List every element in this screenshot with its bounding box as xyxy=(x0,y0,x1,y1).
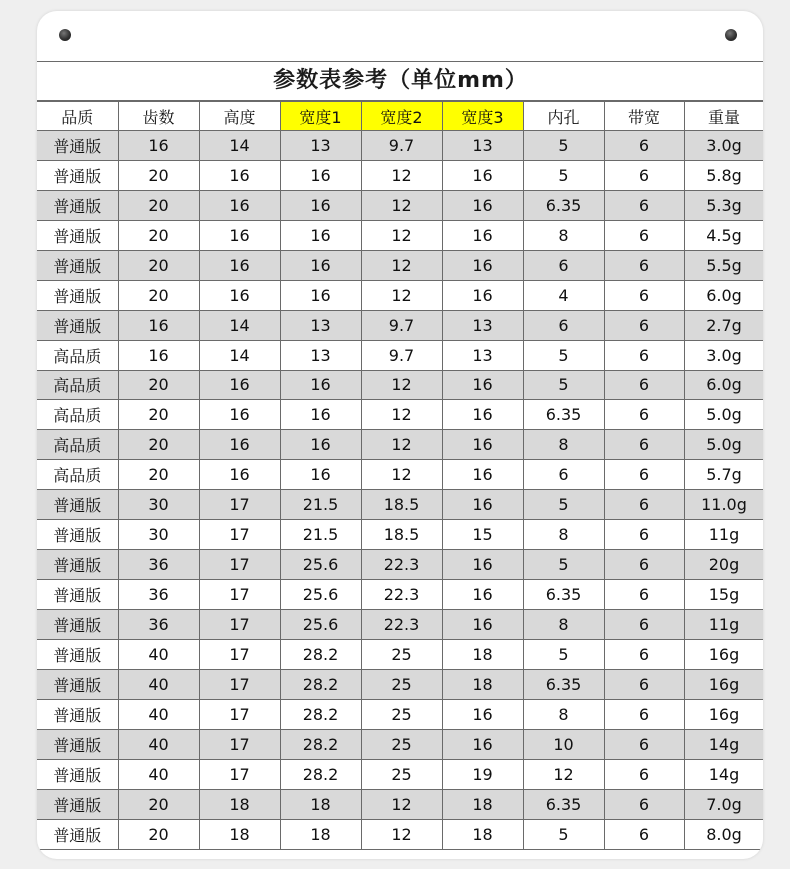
spec-table xyxy=(37,101,763,850)
cell-quality: 普通版 xyxy=(37,639,118,669)
cell-teeth: 20 xyxy=(118,430,199,460)
cell-height: 18 xyxy=(199,819,280,849)
cell-width-1: 25.6 xyxy=(280,610,361,640)
cell-bore: 6.35 xyxy=(523,190,604,220)
cell-quality: 普通版 xyxy=(37,699,118,729)
cell-height: 14 xyxy=(199,340,280,370)
cell-width-1: 18 xyxy=(280,819,361,849)
cell-height: 17 xyxy=(199,610,280,640)
cell-width-1: 13 xyxy=(280,131,361,161)
cell-belt-width: 6 xyxy=(604,550,684,580)
header-width-3: 宽度3 xyxy=(442,102,523,131)
header-height: 高度 xyxy=(199,102,280,131)
header-bore: 内孔 xyxy=(523,102,604,131)
table-row xyxy=(37,669,763,699)
cell-bore: 5 xyxy=(523,131,604,161)
header-width-1: 宽度1 xyxy=(280,102,361,131)
table-row xyxy=(37,160,763,190)
cell-bore: 10 xyxy=(523,729,604,759)
cell-width-1: 21.5 xyxy=(280,490,361,520)
cell-quality: 普通版 xyxy=(37,580,118,610)
cell-weight: 16g xyxy=(684,639,763,669)
cell-width-2: 25 xyxy=(361,669,442,699)
cell-weight: 5.7g xyxy=(684,460,763,490)
table-body xyxy=(37,131,763,850)
cell-height: 17 xyxy=(199,759,280,789)
cell-bore: 8 xyxy=(523,430,604,460)
cell-width-2: 18.5 xyxy=(361,520,442,550)
table-row xyxy=(37,131,763,161)
cell-teeth: 40 xyxy=(118,759,199,789)
header-width-2: 宽度2 xyxy=(361,102,442,131)
table-row xyxy=(37,789,763,819)
cell-bore: 6.35 xyxy=(523,789,604,819)
cell-bore: 6 xyxy=(523,310,604,340)
cell-width-2: 12 xyxy=(361,789,442,819)
cell-weight: 20g xyxy=(684,550,763,580)
table-row xyxy=(37,310,763,340)
cell-width-3: 15 xyxy=(442,520,523,550)
cell-width-3: 16 xyxy=(442,550,523,580)
cell-weight: 4.5g xyxy=(684,220,763,250)
cell-width-2: 12 xyxy=(361,160,442,190)
cell-bore: 8 xyxy=(523,610,604,640)
cell-width-2: 25 xyxy=(361,699,442,729)
cell-width-2: 22.3 xyxy=(361,610,442,640)
cell-teeth: 20 xyxy=(118,789,199,819)
cell-quality: 普通版 xyxy=(37,310,118,340)
cell-teeth: 16 xyxy=(118,310,199,340)
cell-width-1: 28.2 xyxy=(280,669,361,699)
cell-teeth: 16 xyxy=(118,340,199,370)
cell-quality: 普通版 xyxy=(37,520,118,550)
cell-weight: 5.5g xyxy=(684,250,763,280)
header-teeth: 齿数 xyxy=(118,102,199,131)
cell-width-3: 16 xyxy=(442,610,523,640)
cell-width-1: 16 xyxy=(280,160,361,190)
cell-belt-width: 6 xyxy=(604,759,684,789)
cell-width-1: 25.6 xyxy=(280,580,361,610)
cell-bore: 6.35 xyxy=(523,669,604,699)
table-row xyxy=(37,490,763,520)
cell-width-2: 25 xyxy=(361,639,442,669)
cell-quality: 普通版 xyxy=(37,610,118,640)
cell-height: 16 xyxy=(199,280,280,310)
table-row xyxy=(37,280,763,310)
cell-belt-width: 6 xyxy=(604,220,684,250)
cell-weight: 8.0g xyxy=(684,819,763,849)
cell-belt-width: 6 xyxy=(604,580,684,610)
cell-weight: 11.0g xyxy=(684,490,763,520)
cell-quality: 普通版 xyxy=(37,490,118,520)
cell-bore: 4 xyxy=(523,280,604,310)
cell-height: 16 xyxy=(199,370,280,400)
cell-width-1: 16 xyxy=(280,250,361,280)
cell-width-3: 16 xyxy=(442,729,523,759)
cell-weight: 14g xyxy=(684,729,763,759)
cell-width-1: 13 xyxy=(280,340,361,370)
cell-width-3: 16 xyxy=(442,280,523,310)
cell-belt-width: 6 xyxy=(604,789,684,819)
cell-width-2: 12 xyxy=(361,220,442,250)
cell-width-2: 12 xyxy=(361,819,442,849)
cell-height: 16 xyxy=(199,160,280,190)
cell-width-2: 22.3 xyxy=(361,550,442,580)
cell-weight: 5.3g xyxy=(684,190,763,220)
cell-teeth: 20 xyxy=(118,370,199,400)
cell-width-3: 16 xyxy=(442,250,523,280)
table-row xyxy=(37,250,763,280)
cell-quality: 普通版 xyxy=(37,669,118,699)
cell-quality: 高品质 xyxy=(37,430,118,460)
table-row xyxy=(37,759,763,789)
cell-width-1: 28.2 xyxy=(280,759,361,789)
cell-belt-width: 6 xyxy=(604,250,684,280)
cell-teeth: 36 xyxy=(118,580,199,610)
cell-quality: 普通版 xyxy=(37,550,118,580)
cell-width-1: 28.2 xyxy=(280,729,361,759)
table-row xyxy=(37,520,763,550)
header-row xyxy=(37,102,763,131)
cell-width-3: 13 xyxy=(442,310,523,340)
cell-teeth: 20 xyxy=(118,460,199,490)
cell-bore: 5 xyxy=(523,819,604,849)
cell-belt-width: 6 xyxy=(604,131,684,161)
cell-width-2: 25 xyxy=(361,759,442,789)
spec-sheet xyxy=(37,61,763,850)
cell-height: 16 xyxy=(199,190,280,220)
cell-width-2: 12 xyxy=(361,400,442,430)
cell-quality: 普通版 xyxy=(37,220,118,250)
table-row xyxy=(37,460,763,490)
header-quality: 品质 xyxy=(37,102,118,131)
cell-bore: 5 xyxy=(523,550,604,580)
cell-teeth: 40 xyxy=(118,669,199,699)
cell-width-2: 18.5 xyxy=(361,490,442,520)
cell-width-1: 16 xyxy=(280,430,361,460)
cell-belt-width: 6 xyxy=(604,460,684,490)
cell-width-3: 16 xyxy=(442,160,523,190)
punch-hole-left xyxy=(59,29,71,41)
cell-belt-width: 6 xyxy=(604,400,684,430)
table-row xyxy=(37,580,763,610)
cell-width-2: 12 xyxy=(361,250,442,280)
cell-width-3: 16 xyxy=(442,580,523,610)
cell-quality: 高品质 xyxy=(37,370,118,400)
table-title: 参数表参考（单位mm） xyxy=(37,62,763,101)
cell-quality: 高品质 xyxy=(37,460,118,490)
cell-width-1: 16 xyxy=(280,190,361,220)
table-row xyxy=(37,340,763,370)
cell-teeth: 20 xyxy=(118,250,199,280)
cell-width-3: 13 xyxy=(442,340,523,370)
cell-width-3: 16 xyxy=(442,460,523,490)
cell-quality: 普通版 xyxy=(37,759,118,789)
cell-width-1: 13 xyxy=(280,310,361,340)
cell-bore: 8 xyxy=(523,220,604,250)
cell-width-3: 16 xyxy=(442,220,523,250)
cell-teeth: 20 xyxy=(118,220,199,250)
cell-weight: 3.0g xyxy=(684,131,763,161)
cell-teeth: 20 xyxy=(118,160,199,190)
cell-quality: 普通版 xyxy=(37,819,118,849)
cell-quality: 普通版 xyxy=(37,131,118,161)
cell-teeth: 36 xyxy=(118,550,199,580)
table-row xyxy=(37,550,763,580)
cell-belt-width: 6 xyxy=(604,370,684,400)
cell-quality: 普通版 xyxy=(37,160,118,190)
cell-belt-width: 6 xyxy=(604,310,684,340)
cell-height: 17 xyxy=(199,490,280,520)
cell-teeth: 20 xyxy=(118,190,199,220)
cell-weight: 6.0g xyxy=(684,280,763,310)
cell-bore: 6.35 xyxy=(523,400,604,430)
cell-bore: 6.35 xyxy=(523,580,604,610)
cell-weight: 14g xyxy=(684,759,763,789)
cell-height: 17 xyxy=(199,669,280,699)
cell-belt-width: 6 xyxy=(604,729,684,759)
cell-height: 16 xyxy=(199,400,280,430)
cell-weight: 15g xyxy=(684,580,763,610)
cell-teeth: 30 xyxy=(118,490,199,520)
cell-teeth: 30 xyxy=(118,520,199,550)
cell-belt-width: 6 xyxy=(604,610,684,640)
cell-quality: 高品质 xyxy=(37,400,118,430)
cell-width-2: 25 xyxy=(361,729,442,759)
cell-belt-width: 6 xyxy=(604,190,684,220)
header-weight: 重量 xyxy=(684,102,763,131)
cell-width-2: 12 xyxy=(361,280,442,310)
cell-quality: 普通版 xyxy=(37,789,118,819)
cell-height: 17 xyxy=(199,520,280,550)
cell-height: 17 xyxy=(199,729,280,759)
cell-bore: 6 xyxy=(523,460,604,490)
cell-width-3: 13 xyxy=(442,131,523,161)
cell-weight: 7.0g xyxy=(684,789,763,819)
cell-width-1: 21.5 xyxy=(280,520,361,550)
cell-width-3: 19 xyxy=(442,759,523,789)
cell-bore: 6 xyxy=(523,250,604,280)
cell-bore: 5 xyxy=(523,490,604,520)
spec-card xyxy=(37,11,763,859)
table-row xyxy=(37,639,763,669)
cell-width-1: 28.2 xyxy=(280,699,361,729)
cell-width-1: 16 xyxy=(280,400,361,430)
cell-belt-width: 6 xyxy=(604,280,684,310)
cell-belt-width: 6 xyxy=(604,669,684,699)
cell-height: 14 xyxy=(199,310,280,340)
cell-width-3: 16 xyxy=(442,190,523,220)
cell-width-2: 12 xyxy=(361,430,442,460)
table-row xyxy=(37,819,763,849)
cell-belt-width: 6 xyxy=(604,490,684,520)
cell-teeth: 40 xyxy=(118,729,199,759)
cell-height: 16 xyxy=(199,430,280,460)
cell-height: 16 xyxy=(199,460,280,490)
header-belt-width: 带宽 xyxy=(604,102,684,131)
cell-width-3: 16 xyxy=(442,400,523,430)
cell-belt-width: 6 xyxy=(604,699,684,729)
cell-width-2: 12 xyxy=(361,190,442,220)
cell-teeth: 40 xyxy=(118,699,199,729)
cell-width-1: 16 xyxy=(280,370,361,400)
cell-weight: 5.0g xyxy=(684,430,763,460)
cell-width-3: 18 xyxy=(442,789,523,819)
table-row xyxy=(37,400,763,430)
cell-quality: 普通版 xyxy=(37,280,118,310)
table-row xyxy=(37,729,763,759)
cell-bore: 5 xyxy=(523,340,604,370)
cell-quality: 普通版 xyxy=(37,250,118,280)
cell-teeth: 20 xyxy=(118,280,199,310)
cell-width-1: 28.2 xyxy=(280,639,361,669)
cell-height: 18 xyxy=(199,789,280,819)
cell-width-3: 16 xyxy=(442,370,523,400)
cell-width-3: 18 xyxy=(442,639,523,669)
cell-weight: 2.7g xyxy=(684,310,763,340)
cell-width-2: 22.3 xyxy=(361,580,442,610)
cell-width-2: 9.7 xyxy=(361,310,442,340)
cell-width-3: 16 xyxy=(442,490,523,520)
cell-weight: 5.0g xyxy=(684,400,763,430)
cell-width-2: 9.7 xyxy=(361,131,442,161)
cell-quality: 普通版 xyxy=(37,190,118,220)
cell-belt-width: 6 xyxy=(604,160,684,190)
cell-height: 17 xyxy=(199,699,280,729)
cell-teeth: 20 xyxy=(118,819,199,849)
cell-belt-width: 6 xyxy=(604,639,684,669)
cell-width-2: 9.7 xyxy=(361,340,442,370)
cell-quality: 高品质 xyxy=(37,340,118,370)
cell-width-3: 18 xyxy=(442,669,523,699)
cell-weight: 16g xyxy=(684,699,763,729)
cell-width-1: 25.6 xyxy=(280,550,361,580)
cell-belt-width: 6 xyxy=(604,520,684,550)
cell-weight: 3.0g xyxy=(684,340,763,370)
cell-belt-width: 6 xyxy=(604,430,684,460)
cell-width-3: 16 xyxy=(442,699,523,729)
cell-width-1: 16 xyxy=(280,460,361,490)
table-row xyxy=(37,190,763,220)
cell-weight: 16g xyxy=(684,669,763,699)
cell-teeth: 40 xyxy=(118,639,199,669)
cell-height: 17 xyxy=(199,639,280,669)
cell-teeth: 20 xyxy=(118,400,199,430)
cell-teeth: 36 xyxy=(118,610,199,640)
table-row xyxy=(37,699,763,729)
cell-bore: 12 xyxy=(523,759,604,789)
cell-height: 17 xyxy=(199,550,280,580)
cell-belt-width: 6 xyxy=(604,340,684,370)
cell-weight: 11g xyxy=(684,610,763,640)
cell-width-3: 16 xyxy=(442,430,523,460)
table-row xyxy=(37,610,763,640)
punch-hole-right xyxy=(725,29,737,41)
cell-teeth: 16 xyxy=(118,131,199,161)
table-row xyxy=(37,370,763,400)
cell-bore: 5 xyxy=(523,160,604,190)
cell-width-3: 18 xyxy=(442,819,523,849)
cell-height: 16 xyxy=(199,220,280,250)
cell-bore: 8 xyxy=(523,699,604,729)
cell-width-1: 18 xyxy=(280,789,361,819)
cell-weight: 5.8g xyxy=(684,160,763,190)
cell-bore: 8 xyxy=(523,520,604,550)
cell-belt-width: 6 xyxy=(604,819,684,849)
cell-quality: 普通版 xyxy=(37,729,118,759)
cell-height: 14 xyxy=(199,131,280,161)
cell-height: 17 xyxy=(199,580,280,610)
cell-width-2: 12 xyxy=(361,460,442,490)
cell-bore: 5 xyxy=(523,370,604,400)
cell-weight: 11g xyxy=(684,520,763,550)
cell-bore: 5 xyxy=(523,639,604,669)
cell-width-1: 16 xyxy=(280,280,361,310)
table-row xyxy=(37,430,763,460)
table-row xyxy=(37,220,763,250)
cell-weight: 6.0g xyxy=(684,370,763,400)
cell-height: 16 xyxy=(199,250,280,280)
cell-width-1: 16 xyxy=(280,220,361,250)
cell-width-2: 12 xyxy=(361,370,442,400)
